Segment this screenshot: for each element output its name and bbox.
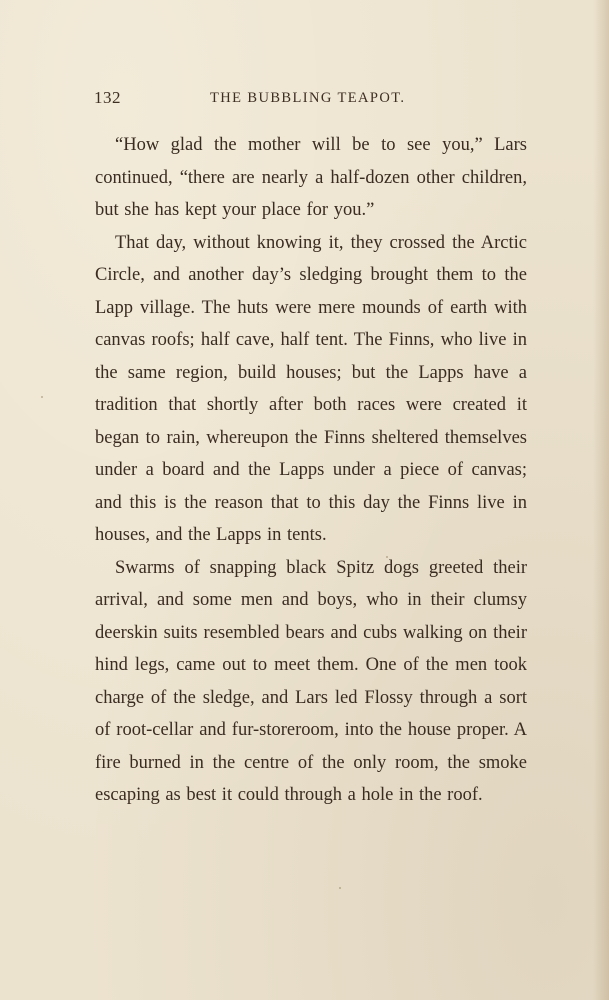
page-edge-shadow: [593, 0, 609, 1000]
paragraph: That day, without knowing it, they crossed the Arctic Circle, and another day’s sledging brought them to the Lapp village. The huts were mere mounds of earth with canvas roofs; half cave, half tent. The Finns, who live in the same region, build houses; but the Lapps have a tradition that shortly after both races were created it began to rain, whereupon the Finns sheltered themselves under a board and the Lapps under a piece of canvas; and this is the reason that to this day the Finns live in houses, and the Lapps in tents.: [95, 232, 527, 545]
paper-speck: [386, 556, 388, 558]
paragraph: “How glad the mother will be to see you,” Lars continued, “there are nearly a half-dozen other children, but she has kept your place for you.”: [95, 135, 527, 220]
body-text: [95, 129, 527, 812]
page-number: 132: [94, 88, 121, 107]
paper-speck: [41, 396, 43, 398]
page-header: [94, 88, 524, 112]
running-head: THE BUBBLING TEAPOT.: [210, 90, 406, 106]
paper-speck: [339, 887, 341, 889]
paragraph: Swarms of snapping black Spitz dogs greeted their arrival, and some men and boys, who in their clumsy deerskin suits resembled bears and cubs walking on their hind legs, came out to meet them. One of the men took charge of the sledge, and Lars led Flossy through a sort of root-cellar and fur-storeroom, into the house proper. A fire burned in the centre of the only room, the smoke escaping as best it could through a hole in the roof.: [95, 557, 527, 805]
